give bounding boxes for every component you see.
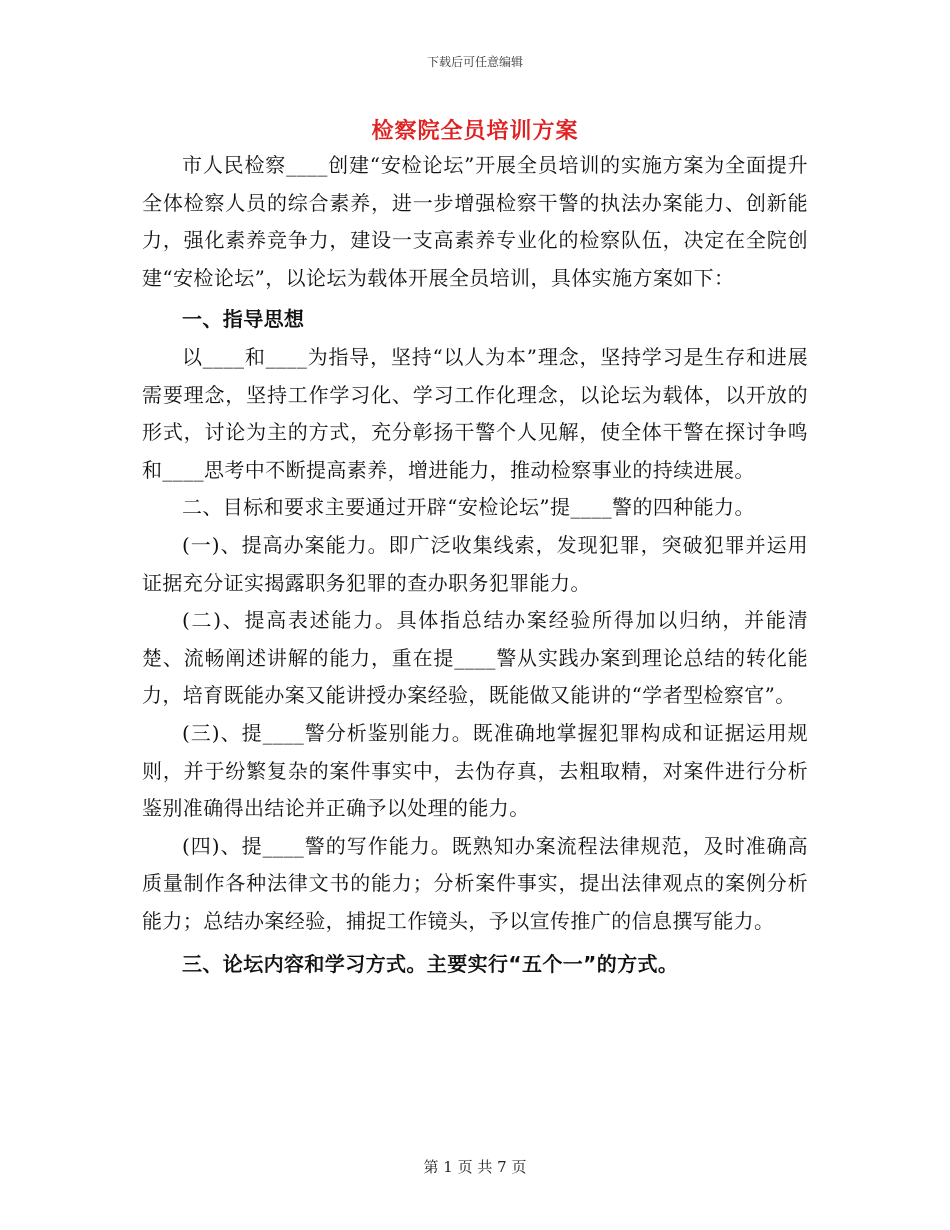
intro-paragraph: 市人民检察____创建“安检论坛”开展全员培训的实施方案为全面提升全体检察人员的综合素养，进一步增强检察干警的执法办案能力、创新能力，强化素养竞争力，建设一支高素养专业化的检察队伍，决定在全院创建“安检论坛”，以论坛为载体开展全员培训，具体实施方案如下：: [142, 153, 808, 290]
document-title: 检察院全员培训方案: [371, 118, 579, 144]
goal-item-3: (三)、提____警分析鉴别能力。既准确地掌握犯罪构成和证据运用规则，并于纷繁复杂的案件事实中，去伪存真，去粗取精，对案件进行分析鉴别准确得出结论并正确予以处理的能力。: [142, 720, 808, 821]
goal-item-4: (四)、提____警的写作能力。既熟知办案流程法律规范，及时准确高质量制作各种法律文书的能力；分析案件事实，提出法律观点的案例分析能力；总结办案经验，捕捉工作镜头，予以宣传推广的信息撰写能力。: [142, 833, 808, 933]
guiding-ideology-paragraph: 以____和____为指导，坚持“以人为本”理念，坚持学习是生存和进展需要理念，坚持工作学习化、学习工作化理念，以论坛为载体，以开放的形式，讨论为主的方式，充分彰扬干警个人见解，使全体干警在探讨争鸣和____思考中不断提高素养，增进能力，推动检察事业的持续进展。: [142, 344, 808, 482]
page-number: 第 1 页 共 7 页: [423, 1158, 527, 1176]
goals-paragraph: 二、目标和要求主要通过开辟“安检论坛”提____警的四种能力。: [182, 495, 755, 520]
document-body: [142, 147, 808, 984]
section-heading-forum-content: 三、论坛内容和学习方式。主要实行“五个一”的方式。: [182, 952, 679, 977]
goal-item-2: (二)、提高表述能力。具体指总结办案经验所得加以归纳，并能清楚、流畅阐述讲解的能力，重在提____警从实践办案到理论总结的转化能力，培育既能办案又能讲授办案经验，既能做又能讲的“学者型检察官”。: [142, 608, 808, 708]
header-note: 下载后可任意编辑: [426, 55, 523, 69]
goal-item-1: (一)、提高办案能力。即广泛收集线索，发现犯罪，突破犯罪并运用证据充分证实揭露职务犯罪的查办职务犯罪能力。: [142, 532, 808, 595]
section-heading-guiding-ideology: 一、指导思想: [182, 307, 305, 332]
